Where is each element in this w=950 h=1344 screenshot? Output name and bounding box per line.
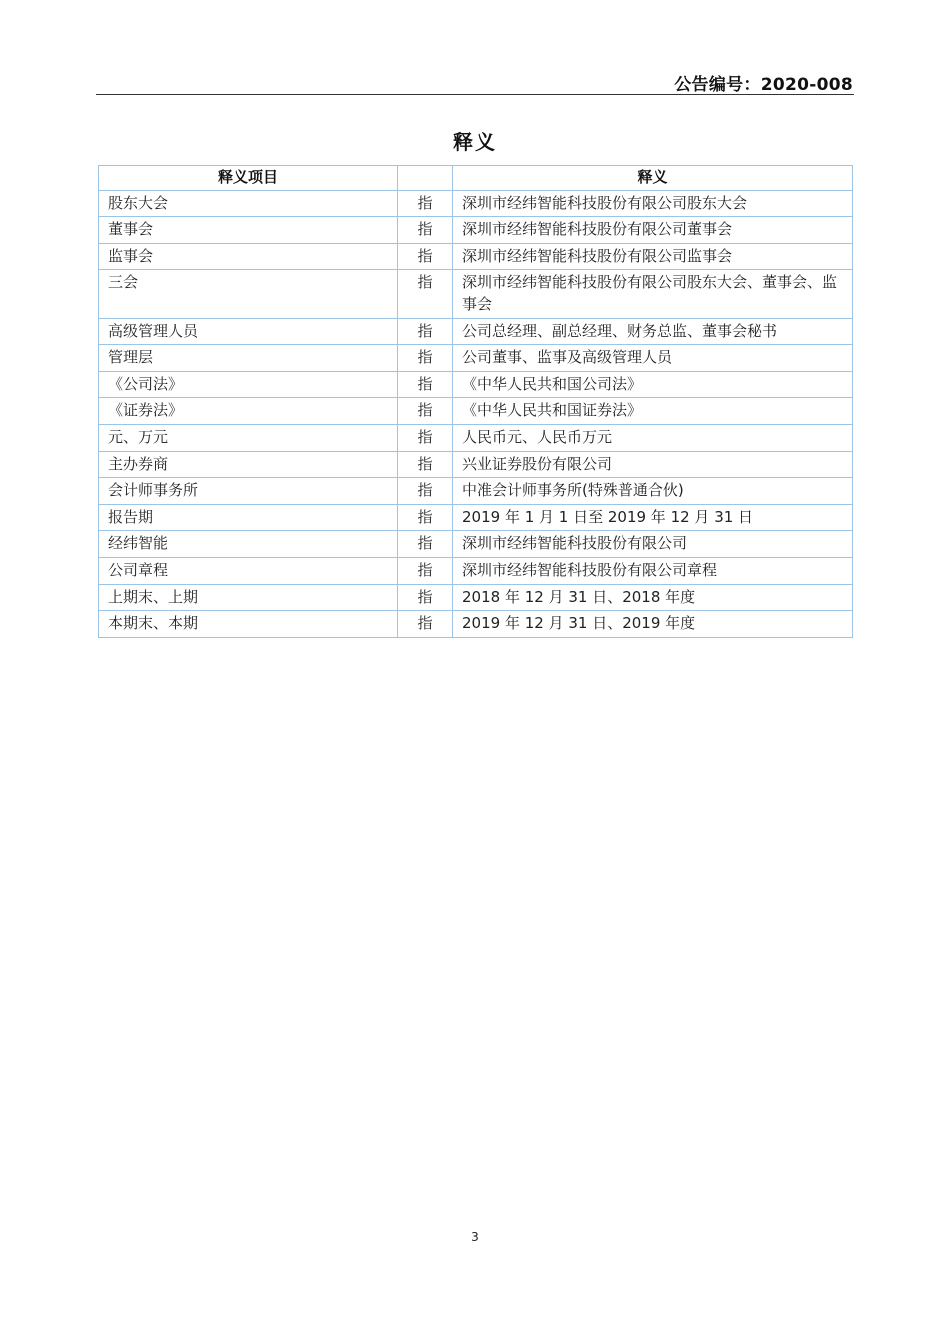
- term-cell: 《公司法》: [99, 371, 398, 398]
- table-header-row: [99, 166, 853, 191]
- table-row: [99, 345, 853, 372]
- table-row: [99, 584, 853, 611]
- separator-cell: 指: [398, 318, 453, 345]
- term-cell: 高级管理人员: [99, 318, 398, 345]
- table-row: [99, 557, 853, 584]
- definition-cell: 深圳市经纬智能科技股份有限公司股东大会: [453, 190, 853, 217]
- header-term: 释义项目: [99, 166, 398, 191]
- definition-cell: 深圳市经纬智能科技股份有限公司: [453, 531, 853, 558]
- definition-cell: 《中华人民共和国证券法》: [453, 398, 853, 425]
- separator-cell: 指: [398, 424, 453, 451]
- definition-cell: 《中华人民共和国公司法》: [453, 371, 853, 398]
- definition-cell: 公司董事、监事及高级管理人员: [453, 345, 853, 372]
- term-cell: 元、万元: [99, 424, 398, 451]
- table-row: [99, 531, 853, 558]
- definition-cell: 2019 年 12 月 31 日、2019 年度: [453, 611, 853, 638]
- table-row: [99, 318, 853, 345]
- term-cell: 《证券法》: [99, 398, 398, 425]
- table-row: [99, 451, 853, 478]
- definition-cell: 2019 年 1 月 1 日至 2019 年 12 月 31 日: [453, 504, 853, 531]
- separator-cell: 指: [398, 398, 453, 425]
- table-row: [99, 270, 853, 318]
- term-cell: 会计师事务所: [99, 478, 398, 505]
- separator-cell: 指: [398, 531, 453, 558]
- announcement-number: 公告编号：2020-008: [674, 75, 853, 95]
- table-row: [99, 611, 853, 638]
- definition-cell: 公司总经理、副总经理、财务总监、董事会秘书: [453, 318, 853, 345]
- table-row: [99, 398, 853, 425]
- separator-cell: 指: [398, 345, 453, 372]
- term-cell: 股东大会: [99, 190, 398, 217]
- page-title: 释义: [453, 130, 497, 154]
- separator-cell: 指: [398, 270, 453, 318]
- separator-cell: 指: [398, 451, 453, 478]
- term-cell: 主办券商: [99, 451, 398, 478]
- term-cell: 本期末、本期: [99, 611, 398, 638]
- page-number: 3: [471, 1230, 479, 1244]
- term-cell: 公司章程: [99, 557, 398, 584]
- term-cell: 管理层: [99, 345, 398, 372]
- separator-cell: 指: [398, 190, 453, 217]
- separator-cell: 指: [398, 478, 453, 505]
- table-row: [99, 371, 853, 398]
- definition-cell: 兴业证券股份有限公司: [453, 451, 853, 478]
- separator-cell: 指: [398, 557, 453, 584]
- term-cell: 报告期: [99, 504, 398, 531]
- table-row: [99, 424, 853, 451]
- definition-cell: 2018 年 12 月 31 日、2018 年度: [453, 584, 853, 611]
- separator-cell: 指: [398, 584, 453, 611]
- definition-cell: 深圳市经纬智能科技股份有限公司股东大会、董事会、监事会: [453, 270, 853, 318]
- table-row: [99, 243, 853, 270]
- header-separator: [398, 166, 453, 191]
- definition-cell: 人民币元、人民币万元: [453, 424, 853, 451]
- term-cell: 三会: [99, 270, 398, 318]
- header-divider: [96, 94, 854, 95]
- definition-cell: 深圳市经纬智能科技股份有限公司董事会: [453, 217, 853, 244]
- table-row: [99, 190, 853, 217]
- definition-cell: 深圳市经纬智能科技股份有限公司章程: [453, 557, 853, 584]
- header-definition: 释义: [453, 166, 853, 191]
- term-cell: 经纬智能: [99, 531, 398, 558]
- separator-cell: 指: [398, 243, 453, 270]
- separator-cell: 指: [398, 371, 453, 398]
- definitions-table: [98, 165, 853, 638]
- separator-cell: 指: [398, 504, 453, 531]
- term-cell: 监事会: [99, 243, 398, 270]
- separator-cell: 指: [398, 611, 453, 638]
- separator-cell: 指: [398, 217, 453, 244]
- table-row: [99, 217, 853, 244]
- definition-cell: 中准会计师事务所(特殊普通合伙): [453, 478, 853, 505]
- term-cell: 董事会: [99, 217, 398, 244]
- table-row: [99, 504, 853, 531]
- definition-cell: 深圳市经纬智能科技股份有限公司监事会: [453, 243, 853, 270]
- table-row: [99, 478, 853, 505]
- term-cell: 上期末、上期: [99, 584, 398, 611]
